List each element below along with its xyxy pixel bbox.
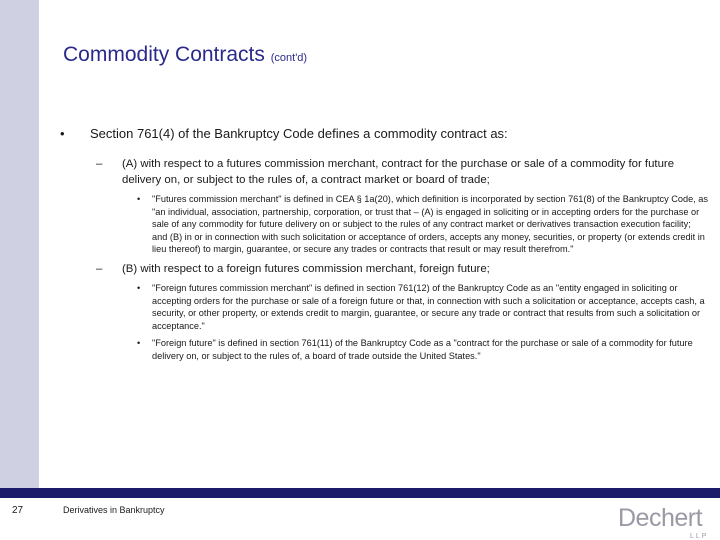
bullet-text: Section 761(4) of the Bankruptcy Code defines a commodity contract as: [90,126,508,141]
dash-marker: – [96,262,103,275]
sub-item-a-note [132,193,708,256]
bullet-marker: • [60,126,65,141]
left-accent-bar [0,0,39,488]
dash-marker: – [96,158,103,170]
bullet-section-761-4 [58,126,708,142]
page-title-suffix: (cont'd) [270,52,308,64]
slide-content [58,126,708,368]
sub-item-b-note-1-text: "Foreign futures commission merchant" is defined in section 761(12) of the Bankruptcy Code as an "entity engaged in soliciting or accepting orders for the purchase or sale of a foreign future or that, in connection with such a solicitation or acceptance, accepts cash, a security, or other property, or extends credit to margin, guarantee, or secure any trade or contract that results from such a solicitation or acceptance." [152,282,705,331]
sub-item-b-text: (B) with respect to a foreign futures commission merchant, foreign future; [122,262,490,275]
bottom-accent-bar [0,488,720,498]
sub-item-b-note-1 [132,282,708,332]
page-title [63,43,307,67]
sub-item-a [90,156,708,188]
bullet-marker: • [137,338,141,349]
sub-item-b-note-2-text: "Foreign future" is defined in section 761(11) of the Bankruptcy Code as a "contract for the purchase or sale of a commodity for future delivery on, or subject to the rules of, a board of trade outside the United States." [152,338,693,361]
sub-item-a-note-text: "Futures commission merchant" is defined in CEA § 1a(20), which definition is incorporated by section 761(8) of the Bankruptcy Code, as "an individual, association, partnership, corporation, or trust that – (A) is engaged in soliciting or in accepting orders for the purchase or sale of any commodity for future delivery on or subject to the rules of any contract market or derivatives transaction execution facility; and (B) in or in connection with such solicitation or acceptance of orders, accepts any money, securities, or property (or extends credit in lieu thereof) to margin, guarantee, or secure any trades or contracts that result or may result therefrom." [152,194,709,255]
bullet-marker: • [137,282,141,293]
logo-suffix: LLP [690,533,709,540]
sub-item-b [90,261,708,277]
footer-text: Derivatives in Bankruptcy [63,505,165,515]
page-number: 27 [12,505,24,516]
logo-wordmark: Dechert [618,504,703,532]
page-title-text: Commodity Contracts [63,43,265,66]
dechert-logo [616,500,714,540]
sub-item-a-text: (A) with respect to a futures commission merchant, contract for the purchase or sale of a commodity for future delivery on, or subject to the rules of, a contract market or board of trade; [122,158,675,186]
sub-item-b-note-2 [132,337,708,362]
bullet-marker: • [137,194,141,204]
